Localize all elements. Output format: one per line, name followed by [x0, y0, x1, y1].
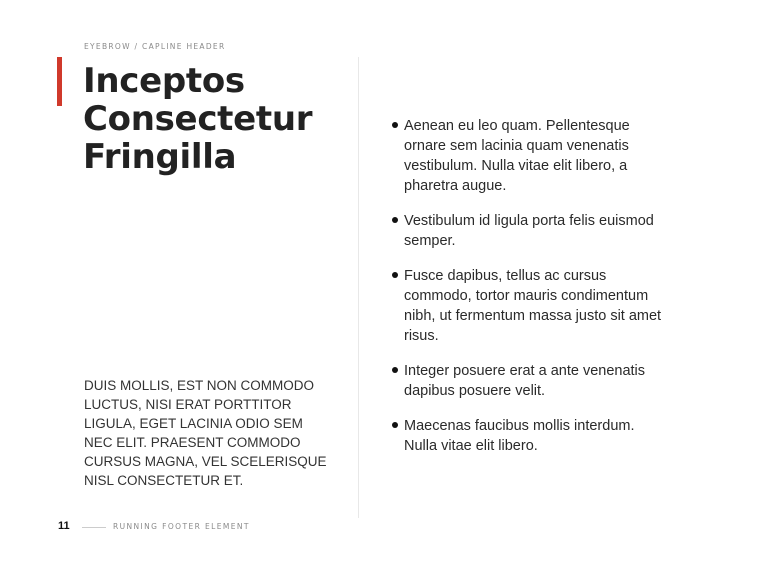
bullet-item: [391, 361, 691, 401]
bullet-line: risus.: [404, 328, 439, 344]
bullet-line: ornare sem lacinia quam venenatis: [404, 138, 629, 154]
bullet-list: [391, 116, 691, 471]
bullet-line: dapibus posuere velit.: [404, 383, 546, 399]
page-title: [83, 62, 312, 176]
bullet-line: Maecenas faucibus mollis interdum.: [404, 418, 635, 434]
bullet-item: [391, 416, 691, 456]
title-line: Consectetur: [83, 99, 313, 139]
caps-line: CURSUS MAGNA, VEL SCELERISQUE: [84, 454, 327, 469]
caps-line: DUIS MOLLIS, EST NON COMMODO: [84, 378, 315, 393]
bullet-line: Fusce dapibus, tellus ac cursus: [404, 268, 607, 284]
caps-line: NISL CONSECTETUR ET.: [84, 473, 244, 488]
eyebrow-header: EYEBROW / CAPLINE HEADER: [84, 42, 226, 51]
title-line: Fringilla: [83, 137, 237, 177]
running-footer: RUNNING FOOTER ELEMENT: [113, 522, 250, 531]
bullet-dot-icon: [392, 367, 398, 373]
accent-bar: [57, 57, 62, 106]
caps-line: LIGULA, EGET LACINIA ODIO SEM: [84, 416, 303, 431]
bullet-line: Integer posuere erat a ante venenatis: [404, 363, 646, 379]
bullet-item: [391, 266, 691, 346]
bullet-line: vestibulum. Nulla vitae elit libero, a: [404, 158, 628, 174]
footer-rule: [82, 527, 106, 528]
bullet-dot-icon: [392, 272, 398, 278]
bullet-line: Vestibulum id ligula porta felis euismod: [404, 213, 654, 229]
bullet-line: semper.: [404, 233, 456, 249]
bullet-line: pharetra augue.: [404, 178, 507, 194]
bullet-line: Nulla vitae elit libero.: [404, 438, 538, 454]
bullet-line: nibh, ut fermentum massa justo sit amet: [404, 308, 662, 324]
page-number: 11: [58, 520, 70, 532]
bullet-line: commodo, tortor mauris condimentum: [404, 288, 649, 304]
caps-line: LUCTUS, NISI ERAT PORTTITOR: [84, 397, 292, 412]
title-line: Inceptos: [83, 61, 245, 101]
bullet-item: [391, 211, 691, 251]
bullet-line: Aenean eu leo quam. Pellentesque: [404, 118, 630, 134]
caps-line: NEC ELIT. PRAESENT COMMODO: [84, 435, 301, 450]
bullet-dot-icon: [392, 422, 398, 428]
column-divider: [358, 57, 359, 518]
bullet-item: [391, 116, 691, 196]
caps-paragraph: [84, 376, 327, 490]
bullet-dot-icon: [392, 217, 398, 223]
bullet-dot-icon: [392, 122, 398, 128]
